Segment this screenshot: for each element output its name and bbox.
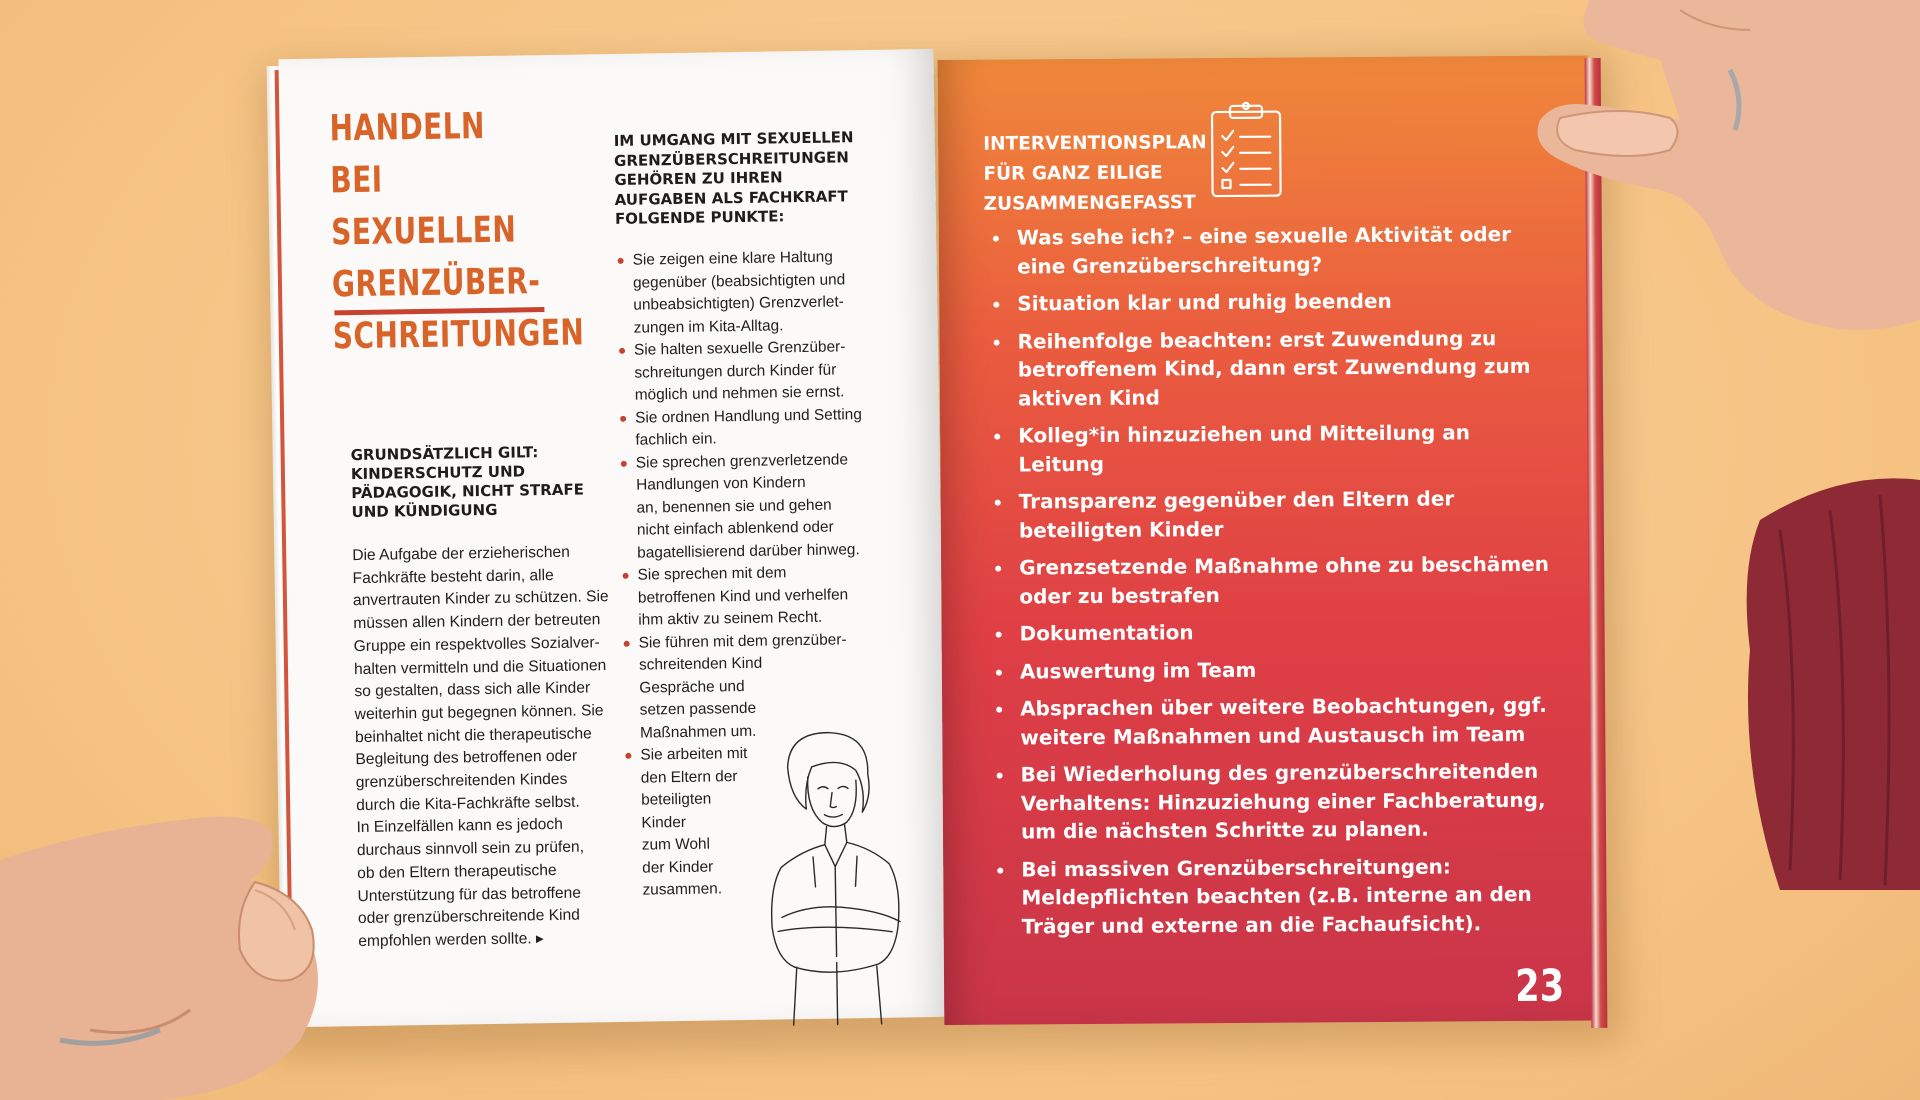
item-line: an, benennen sie und gehen <box>636 496 832 517</box>
item-line: Meldepflichten beachten (z.B. interne an den <box>1021 881 1532 910</box>
bullet-dot-icon <box>994 339 1000 345</box>
list-item <box>615 246 876 340</box>
item-line: bagatellisierend darüber hinweg. <box>637 540 860 562</box>
item-line: unbeabsichtigten) Grenzverlet- <box>633 293 844 314</box>
title-line: SEXUELLEN <box>330 209 517 254</box>
item-line: Handlungen von Kindern <box>636 473 806 494</box>
heading-line: ZUSAMMENGEFASST <box>983 192 1196 215</box>
item-line: fachlich ein. <box>635 430 717 449</box>
item-line: Sie ordnen Handlung und Setting <box>634 405 862 427</box>
heading-line: FOLGENDE PUNKTE: <box>614 207 785 228</box>
list-item <box>618 403 879 452</box>
bullet-dot-icon <box>624 640 630 646</box>
item-line: den Eltern der <box>640 767 738 787</box>
item-line: Bei Wiederholung des grenzüberschreitenden <box>1020 758 1539 787</box>
item-line: weitere Maßnahmen und Austausch im Team <box>1020 721 1526 749</box>
item-line: Kolleg*in hinzuziehen und Mitteilung an Leitung <box>1018 420 1470 476</box>
text-line: anvertrauten Kinder zu schützen. Sie <box>352 588 609 610</box>
item-line: oder zu bestrafen <box>1019 582 1220 608</box>
item-line: aktiven Kind <box>1017 384 1161 410</box>
sleeve <box>1720 470 1920 890</box>
text-line: In Einzelfällen kann es jedoch <box>356 816 563 837</box>
list-item <box>993 484 1553 545</box>
item-line: schreitungen durch Kinder für <box>634 360 837 382</box>
item-line: zusammen. <box>642 880 723 899</box>
heading-line: GRUNDSÄTZLICH GILT: <box>350 443 539 465</box>
bullet-dot-icon <box>994 434 1000 440</box>
list-item <box>991 323 1552 412</box>
heading-line: KINDERSCHUTZ UND <box>350 462 526 484</box>
title-line: GRENZÜBER- <box>331 261 541 306</box>
text-line: grenzüberschreitenden Kindes <box>355 770 568 792</box>
text-line: ob den Eltern therapeutische <box>357 861 557 882</box>
bullet-dot-icon <box>997 867 1003 873</box>
bullet-dot-icon <box>625 753 631 759</box>
item-line: setzen passende <box>639 699 757 719</box>
bullet-dot-icon <box>619 348 625 354</box>
item-line: Gespräche und <box>639 677 745 697</box>
item-line: nicht einfach ablenkend oder <box>636 518 834 539</box>
heading-line: GRENZÜBERSCHREITUNGEN <box>613 147 849 170</box>
text-line: Unterstützung für das betroffene <box>357 884 582 905</box>
item-line: Transparenz gegenüber den Eltern der <box>1018 486 1455 514</box>
item-line: Sie halten sexuelle Grenzüber- <box>633 338 846 359</box>
item-line: Sie sprechen mit dem <box>637 564 787 584</box>
item-line: Träger und externe an die Fachaufsicht). <box>1021 910 1482 938</box>
item-line: beteiligten Kinder <box>1018 516 1224 542</box>
text-line: so gestalten, dass sich alle Kinder <box>354 679 591 701</box>
left-hand <box>0 790 440 1100</box>
intervention-steps-list <box>991 220 1556 950</box>
heading-line: UND KÜNDIGUNG <box>351 500 498 522</box>
item-line: um die nächsten Schritte zu planen. <box>1020 816 1429 844</box>
item-line: beteiligten <box>640 790 712 809</box>
item-line: Reihenfolge beachten: erst Zuwendung zu <box>1017 325 1497 353</box>
list-item <box>991 220 1551 281</box>
bullet-dot-icon <box>993 236 999 242</box>
item-line: Maßnahmen um. <box>639 722 757 742</box>
item-line: Sie arbeiten mit <box>640 744 748 764</box>
item-line: betroffenem Kind, dann erst Zuwendung zum <box>1017 353 1531 382</box>
item-line: schreitenden Kind <box>638 654 763 674</box>
page-title <box>329 100 585 363</box>
list-item <box>992 418 1552 479</box>
bullet-dot-icon <box>995 500 1001 506</box>
clipboard-checklist-icon <box>1206 100 1287 201</box>
heading-line: GEHÖREN ZU IHREN <box>614 168 783 189</box>
right-hand <box>1480 0 1920 360</box>
bullet-dot-icon <box>621 460 627 466</box>
item-line: Situation klar und ruhig beenden <box>1017 288 1392 316</box>
text-line: durchaus sinnvoll sein zu prüfen, <box>356 838 585 860</box>
text-line: empfohlen werden sollte. ▸ <box>358 930 544 951</box>
heading-line: IM UMGANG MIT SEXUELLEN <box>613 128 854 150</box>
bullet-dot-icon <box>618 258 624 264</box>
bullet-dot-icon <box>995 566 1001 572</box>
item-line: zungen im Kita-Alltag. <box>633 316 784 337</box>
item-line: Sie sprechen grenzverletzende <box>635 450 849 472</box>
list-item <box>993 550 1553 611</box>
list-item <box>991 286 1551 318</box>
heading-line: PÄDAGOGIK, NICHT STRAFE <box>351 480 585 503</box>
text-line: oder grenzüberschreitende Kind <box>357 906 580 928</box>
item-line: möglich und nehmen sie ernst. <box>634 383 845 404</box>
item-line: Bei massiven Grenzüberschreitungen: <box>1021 853 1451 881</box>
woman-illustration <box>729 725 934 1028</box>
item-line: Verhaltens: Hinzuziehung einer Fachberatung, <box>1020 787 1546 815</box>
item-line: eine Grenzüberschreitung? <box>1016 251 1323 278</box>
list-item <box>619 448 881 565</box>
bullet-dot-icon <box>993 302 999 308</box>
list-item <box>995 851 1556 940</box>
text-line: müssen allen Kindern der betreuten <box>353 611 601 633</box>
text-line: Gruppe ein respektvolles Sozialver- <box>353 634 600 655</box>
list-item <box>620 561 881 633</box>
bullet-dot-icon <box>996 669 1002 675</box>
list-item <box>995 757 1556 846</box>
title-line: SCHREITUNGEN <box>332 312 585 358</box>
item-line: Dokumentation <box>1019 620 1194 646</box>
heading-line: FÜR GANZ EILIGE <box>983 162 1163 185</box>
item-line: Sie führen mit dem grenzüber- <box>638 630 847 652</box>
text-line: Die Aufgabe der erzieherischen <box>352 543 570 565</box>
page-number: 23 <box>1514 960 1565 1013</box>
principle-heading <box>351 442 612 522</box>
item-line: der Kinder <box>642 857 714 877</box>
bullet-dot-icon <box>996 707 1002 713</box>
list-item <box>617 336 878 408</box>
duties-heading <box>614 128 885 230</box>
item-line: Auswertung im Team <box>1019 657 1257 683</box>
item-line: Kinder <box>641 813 687 832</box>
heading-line: INTERVENTIONSPLAN <box>983 132 1207 155</box>
text-line: Fachkräfte besteht darin, alle <box>352 566 554 587</box>
item-line: betroffenen Kind und verhelfen <box>637 585 849 607</box>
bullet-dot-icon <box>997 773 1003 779</box>
list-item <box>994 616 1554 648</box>
item-line: gegenüber (beabsichtigten und <box>632 270 846 292</box>
item-line: zum Wohl <box>641 835 711 854</box>
text-line: halten vermitteln und die Situationen <box>353 656 607 678</box>
item-line: Grenzsetzende Maßnahme ohne zu beschämen <box>1019 551 1550 580</box>
item-line: Absprachen über weitere Beobachtungen, ggf. <box>1020 692 1547 721</box>
bullet-dot-icon <box>620 415 626 421</box>
intervention-plan-heading <box>983 128 1244 220</box>
item-line: Sie zeigen eine klare Haltung <box>632 248 833 269</box>
text-line: durch die Kita-Fachkräfte selbst. <box>356 793 580 814</box>
text-line: Begleitung des betroffenen oder <box>355 747 578 769</box>
item-line: ihm aktiv zu seinem Recht. <box>638 608 823 629</box>
bullet-dot-icon <box>623 573 629 579</box>
text-line: beinhaltet nicht die therapeutische <box>354 724 592 746</box>
item-line: Was sehe ich? – eine sexuelle Aktivität oder <box>1016 222 1512 250</box>
bullet-dot-icon <box>996 632 1002 638</box>
title-line: HANDELN BEI <box>329 105 486 202</box>
heading-line: AUFGABEN ALS FACHKRAFT <box>614 186 848 209</box>
text-line: weiterhin gut begegnen können. Sie <box>354 702 604 724</box>
list-item <box>994 691 1554 752</box>
list-item <box>994 653 1554 685</box>
